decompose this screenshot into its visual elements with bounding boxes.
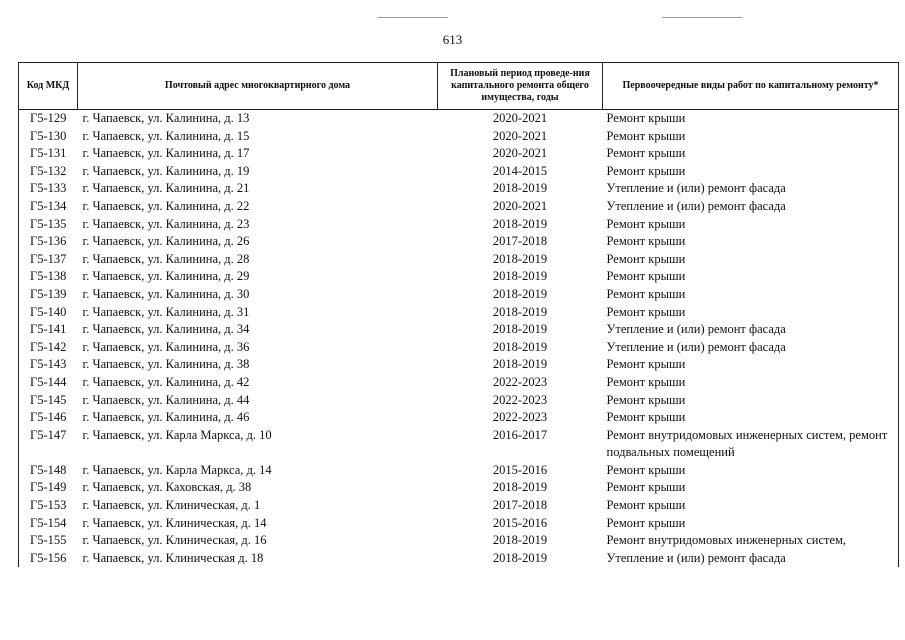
- row-code: Г5-135: [19, 216, 78, 234]
- row-address: г. Чапаевск, ул. Калинина, д. 31: [82, 304, 250, 319]
- row-code: Г5-144: [19, 374, 78, 392]
- row-period: 2018-2019: [492, 251, 548, 266]
- row-works: Утепление и (или) ремонт фасада: [603, 321, 899, 339]
- table-row: [19, 286, 899, 304]
- row-works: Ремонт внутридомовых инженерных систем, ремонт подвальных помещений: [603, 427, 899, 462]
- row-works: Ремонт крыши: [603, 128, 899, 146]
- row-works: Утепление и (или) ремонт фасада: [603, 180, 899, 198]
- row-code: Г5-136: [19, 233, 78, 251]
- row-period: 2018-2019: [492, 269, 548, 284]
- table-row: [19, 198, 899, 216]
- row-address: г. Чапаевск, ул. Калинина, д. 15: [82, 128, 250, 143]
- row-code: Г5-153: [19, 497, 78, 515]
- row-address: г. Чапаевск, ул. Калинина, д. 28: [82, 251, 250, 266]
- row-works: Ремонт крыши: [603, 110, 899, 128]
- row-address: г. Чапаевск, ул. Клиническая, д. 16: [82, 533, 267, 548]
- row-period: 2014-2015: [492, 163, 548, 178]
- row-period: 2018-2019: [492, 550, 548, 565]
- row-works: Ремонт крыши: [603, 286, 899, 304]
- row-period: 2020-2021: [492, 198, 548, 213]
- row-code: Г5-134: [19, 198, 78, 216]
- table-row: [19, 128, 899, 146]
- row-code: Г5-133: [19, 180, 78, 198]
- row-works: Ремонт крыши: [603, 268, 899, 286]
- table-row: [19, 532, 899, 550]
- row-period: 2018-2019: [492, 216, 548, 231]
- row-code: Г5-147: [19, 427, 78, 462]
- row-period: 2015-2016: [492, 515, 548, 530]
- scan-mark-right: [662, 17, 742, 18]
- row-code: Г5-130: [19, 128, 78, 146]
- table-body: [19, 110, 899, 568]
- table-row: [19, 392, 899, 410]
- row-works: Ремонт крыши: [603, 356, 899, 374]
- table-row: [19, 550, 899, 568]
- row-address: г. Чапаевск, ул. Калинина, д. 19: [82, 163, 250, 178]
- row-address: г. Чапаевск, ул. Калинина, д. 22: [82, 198, 250, 213]
- table-row: [19, 515, 899, 533]
- row-period: 2018-2019: [492, 181, 548, 196]
- table-row: [19, 479, 899, 497]
- row-works: Ремонт крыши: [603, 163, 899, 181]
- header-works: Первоочередные виды работ по капитальному ремонту*: [603, 63, 899, 110]
- row-address: г. Чапаевск, ул. Калинина, д. 13: [82, 111, 250, 125]
- table-row: [19, 233, 899, 251]
- row-address: г. Чапаевск, ул. Клиническая д. 18: [82, 550, 264, 565]
- table-row: [19, 374, 899, 392]
- row-code: Г5-138: [19, 268, 78, 286]
- row-address: г. Чапаевск, ул. Калинина, д. 23: [82, 216, 250, 231]
- row-address: г. Чапаевск, ул. Клиническая, д. 1: [82, 498, 261, 513]
- row-works: Ремонт крыши: [603, 392, 899, 410]
- row-code: Г5-132: [19, 163, 78, 181]
- row-address: г. Чапаевск, ул. Калинина, д. 26: [82, 234, 250, 249]
- row-address: г. Чапаевск, ул. Калинина, д. 42: [82, 374, 250, 389]
- row-period: 2016-2017: [492, 427, 548, 442]
- row-code: Г5-143: [19, 356, 78, 374]
- table-row: [19, 409, 899, 427]
- row-period: 2022-2023: [492, 374, 548, 389]
- row-period: 2022-2023: [492, 392, 548, 407]
- row-period: 2018-2019: [492, 533, 548, 548]
- table-row: [19, 321, 899, 339]
- row-code: Г5-149: [19, 479, 78, 497]
- table-row: [19, 304, 899, 322]
- row-period: 2022-2023: [492, 410, 548, 425]
- row-works: Ремонт крыши: [603, 233, 899, 251]
- table-header-row: [19, 63, 899, 110]
- row-code: Г5-148: [19, 462, 78, 480]
- row-address: г. Чапаевск, ул. Карла Маркса, д. 10: [82, 427, 272, 442]
- row-works: Утепление и (или) ремонт фасада: [603, 339, 899, 357]
- row-code: Г5-141: [19, 321, 78, 339]
- table-row: [19, 356, 899, 374]
- row-period: 2020-2021: [492, 128, 548, 143]
- row-works: Утепление и (или) ремонт фасада: [603, 198, 899, 216]
- row-works: Утепление и (или) ремонт фасада: [603, 550, 899, 568]
- row-address: г. Чапаевск, ул. Калинина, д. 44: [82, 392, 250, 407]
- scan-mark-left: [378, 17, 448, 18]
- row-address: г. Чапаевск, ул. Калинина, д. 21: [82, 181, 250, 196]
- row-code: Г5-131: [19, 145, 78, 163]
- table-row: [19, 339, 899, 357]
- row-period: 2018-2019: [492, 480, 548, 495]
- row-period: 2018-2019: [492, 339, 548, 354]
- row-works: Ремонт крыши: [603, 515, 899, 533]
- row-period: 2018-2019: [492, 357, 548, 372]
- table-row: [19, 145, 899, 163]
- row-works: Ремонт крыши: [603, 216, 899, 234]
- row-address: г. Чапаевск, ул. Калинина, д. 38: [82, 357, 250, 372]
- row-code: Г5-145: [19, 392, 78, 410]
- row-works: Ремонт крыши: [603, 497, 899, 515]
- table-row: [19, 251, 899, 269]
- row-period: 2015-2016: [492, 462, 548, 477]
- row-address: г. Чапаевск, ул. Клиническая, д. 14: [82, 515, 267, 530]
- row-period: 2020-2021: [492, 111, 548, 125]
- row-code: Г5-154: [19, 515, 78, 533]
- header-period: Плановый период проведе-ния капитального ремонта общего имущества, годы: [438, 63, 603, 110]
- table-row: [19, 110, 899, 128]
- row-period: 2020-2021: [492, 146, 548, 161]
- row-code: Г5-142: [19, 339, 78, 357]
- row-code: Г5-156: [19, 550, 78, 568]
- row-address: г. Чапаевск, ул. Калинина, д. 17: [82, 146, 250, 161]
- row-code: Г5-146: [19, 409, 78, 427]
- header-address: Почтовый адрес многоквартирного дома: [78, 63, 438, 110]
- table-row: [19, 163, 899, 181]
- row-period: 2017-2018: [492, 234, 548, 249]
- row-address: г. Чапаевск, ул. Каховская, д. 38: [82, 480, 252, 495]
- row-works: Ремонт крыши: [603, 462, 899, 480]
- row-works: Ремонт крыши: [603, 145, 899, 163]
- page-number: 613: [442, 32, 463, 47]
- row-code: Г5-137: [19, 251, 78, 269]
- row-period: 2018-2019: [492, 304, 548, 319]
- table-row: [19, 462, 899, 480]
- row-period: 2018-2019: [492, 286, 548, 301]
- row-works: Ремонт крыши: [603, 409, 899, 427]
- table-row: [19, 497, 899, 515]
- table-row: [19, 427, 899, 462]
- row-works: Ремонт крыши: [603, 479, 899, 497]
- row-works: Ремонт крыши: [603, 374, 899, 392]
- row-address: г. Чапаевск, ул. Калинина, д. 34: [82, 322, 250, 337]
- row-works: Ремонт крыши: [603, 304, 899, 322]
- row-code: Г5-155: [19, 532, 78, 550]
- row-code: Г5-140: [19, 304, 78, 322]
- row-address: г. Чапаевск, ул. Калинина, д. 46: [82, 410, 250, 425]
- row-address: г. Чапаевск, ул. Калинина, д. 30: [82, 286, 250, 301]
- row-address: г. Чапаевск, ул. Карла Маркса, д. 14: [82, 462, 272, 477]
- row-works: Ремонт крыши: [603, 251, 899, 269]
- row-works: Ремонт внутридомовых инженерных систем,: [603, 532, 899, 550]
- row-code: Г5-139: [19, 286, 78, 304]
- row-address: г. Чапаевск, ул. Калинина, д. 29: [82, 269, 250, 284]
- row-period: 2017-2018: [492, 498, 548, 513]
- header-code: Код МКД: [19, 63, 78, 110]
- table-row: [19, 180, 899, 198]
- capital-repair-table: [18, 62, 899, 567]
- table-row: [19, 216, 899, 234]
- table-row: [19, 268, 899, 286]
- row-address: г. Чапаевск, ул. Калинина, д. 36: [82, 339, 250, 354]
- row-code: Г5-129: [19, 110, 78, 128]
- row-period: 2018-2019: [492, 322, 548, 337]
